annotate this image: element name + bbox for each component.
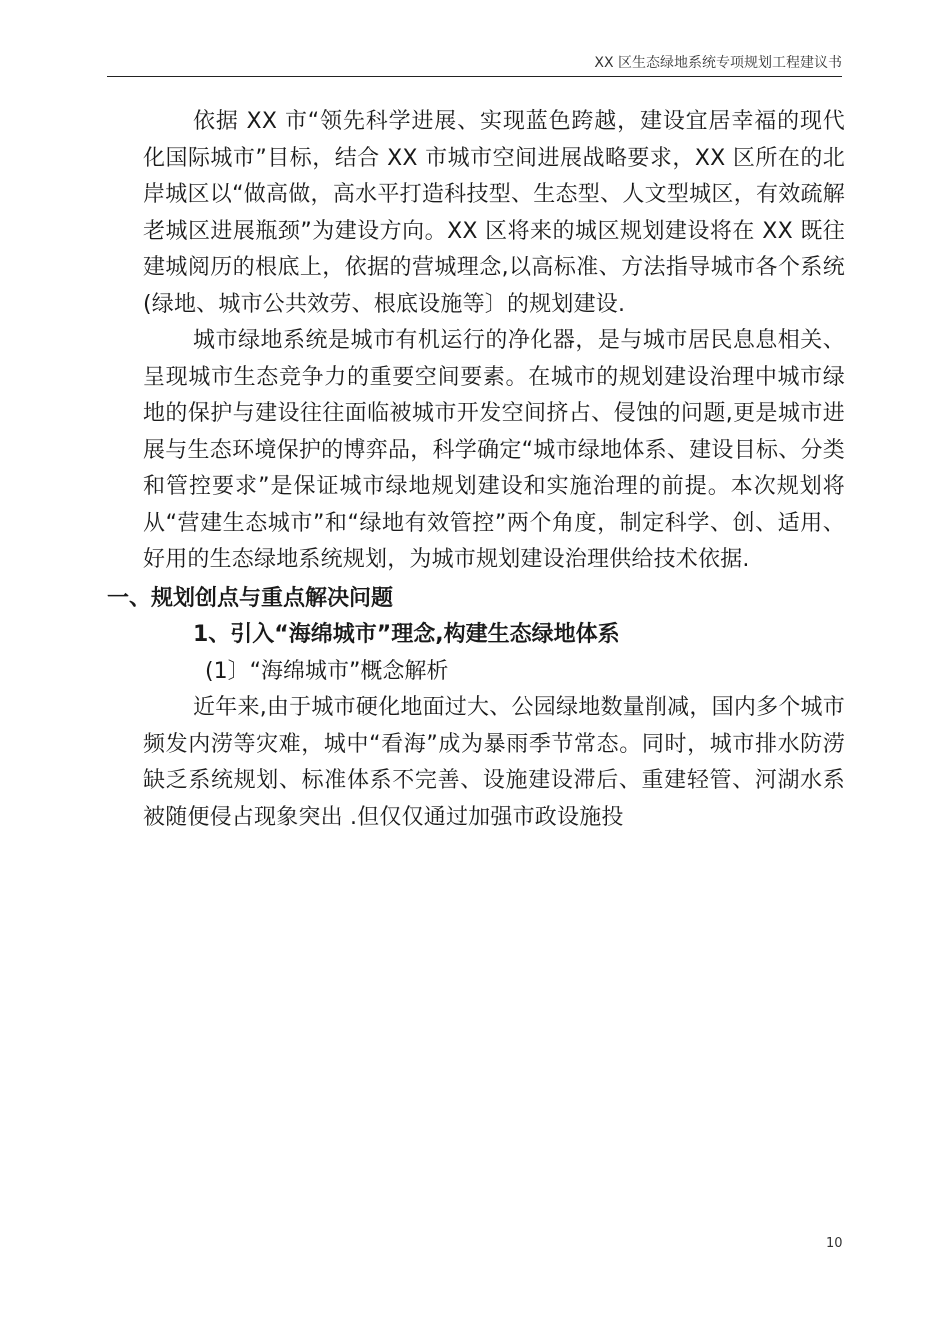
paragraph-2: 城市绿地系统是城市有机运行的净化器，是与城市居民息息相关、呈现城市生态竞争力的重要空间要素。在城市的规划建设治理中城市绿地的保护与建设往往面临被城市开发空间挤占、侵蚀的问题,更是城市进展与生态环境保护的博弈品，科学确定“城市绿地体系、建设目标、分类和管控要求”是保证城市绿地规划建设和实施治理的前提。本次规划将从“营建生态城市”和“绿地有效管控”两个角度，制定科学、创、适用、好用的生态绿地系统规划，为城市规划建设治理供给技术依据. (143, 328, 845, 572)
document-body (107, 104, 845, 836)
section-heading: 一、规划创点与重点解决问题 (107, 585, 394, 611)
page-number: 10 (826, 1236, 843, 1251)
document-title: XX 区生态绿地系统专项规划工程建议书 (594, 55, 842, 71)
page-header (107, 52, 842, 77)
paragraph-3: 近年来,由于城市硬化地面过大、公园绿地数量削减，国内多个城市频发内涝等灾难，城中“看海”成为暴雨季节常态。同时，城市排水防涝缺乏系统规划、标准体系不完善、设施建设滞后、重建轻管、河湖水系被随便侵占现象突出 .但仅仅通过加强市政设施投 (143, 695, 845, 830)
paragraph-1: 依据 XX 市“领先科学进展、实现蓝色跨越，建设宜居幸福的现代化国际城市”目标，结合 XX 市城市空间进展战略要求，XX 区所在的北岸城区以“做高做，高水平打造科技型、生态型、人文型城区，有效疏解老城区进展瓶颈”为建设方向。XX 区将来的城区规划建设将在 XX 既往建城阅历的根底上，依据的营城理念,以高标准、方法指导城市各个系统(绿地、城市公共效劳、根底设施等〕的规划建设. (143, 109, 845, 317)
sub-sub-heading: (1〕“海绵城市”概念解析 (205, 658, 449, 684)
sub-heading: 1、引入“海绵城市”理念,构建生态绿地体系 (193, 622, 620, 647)
